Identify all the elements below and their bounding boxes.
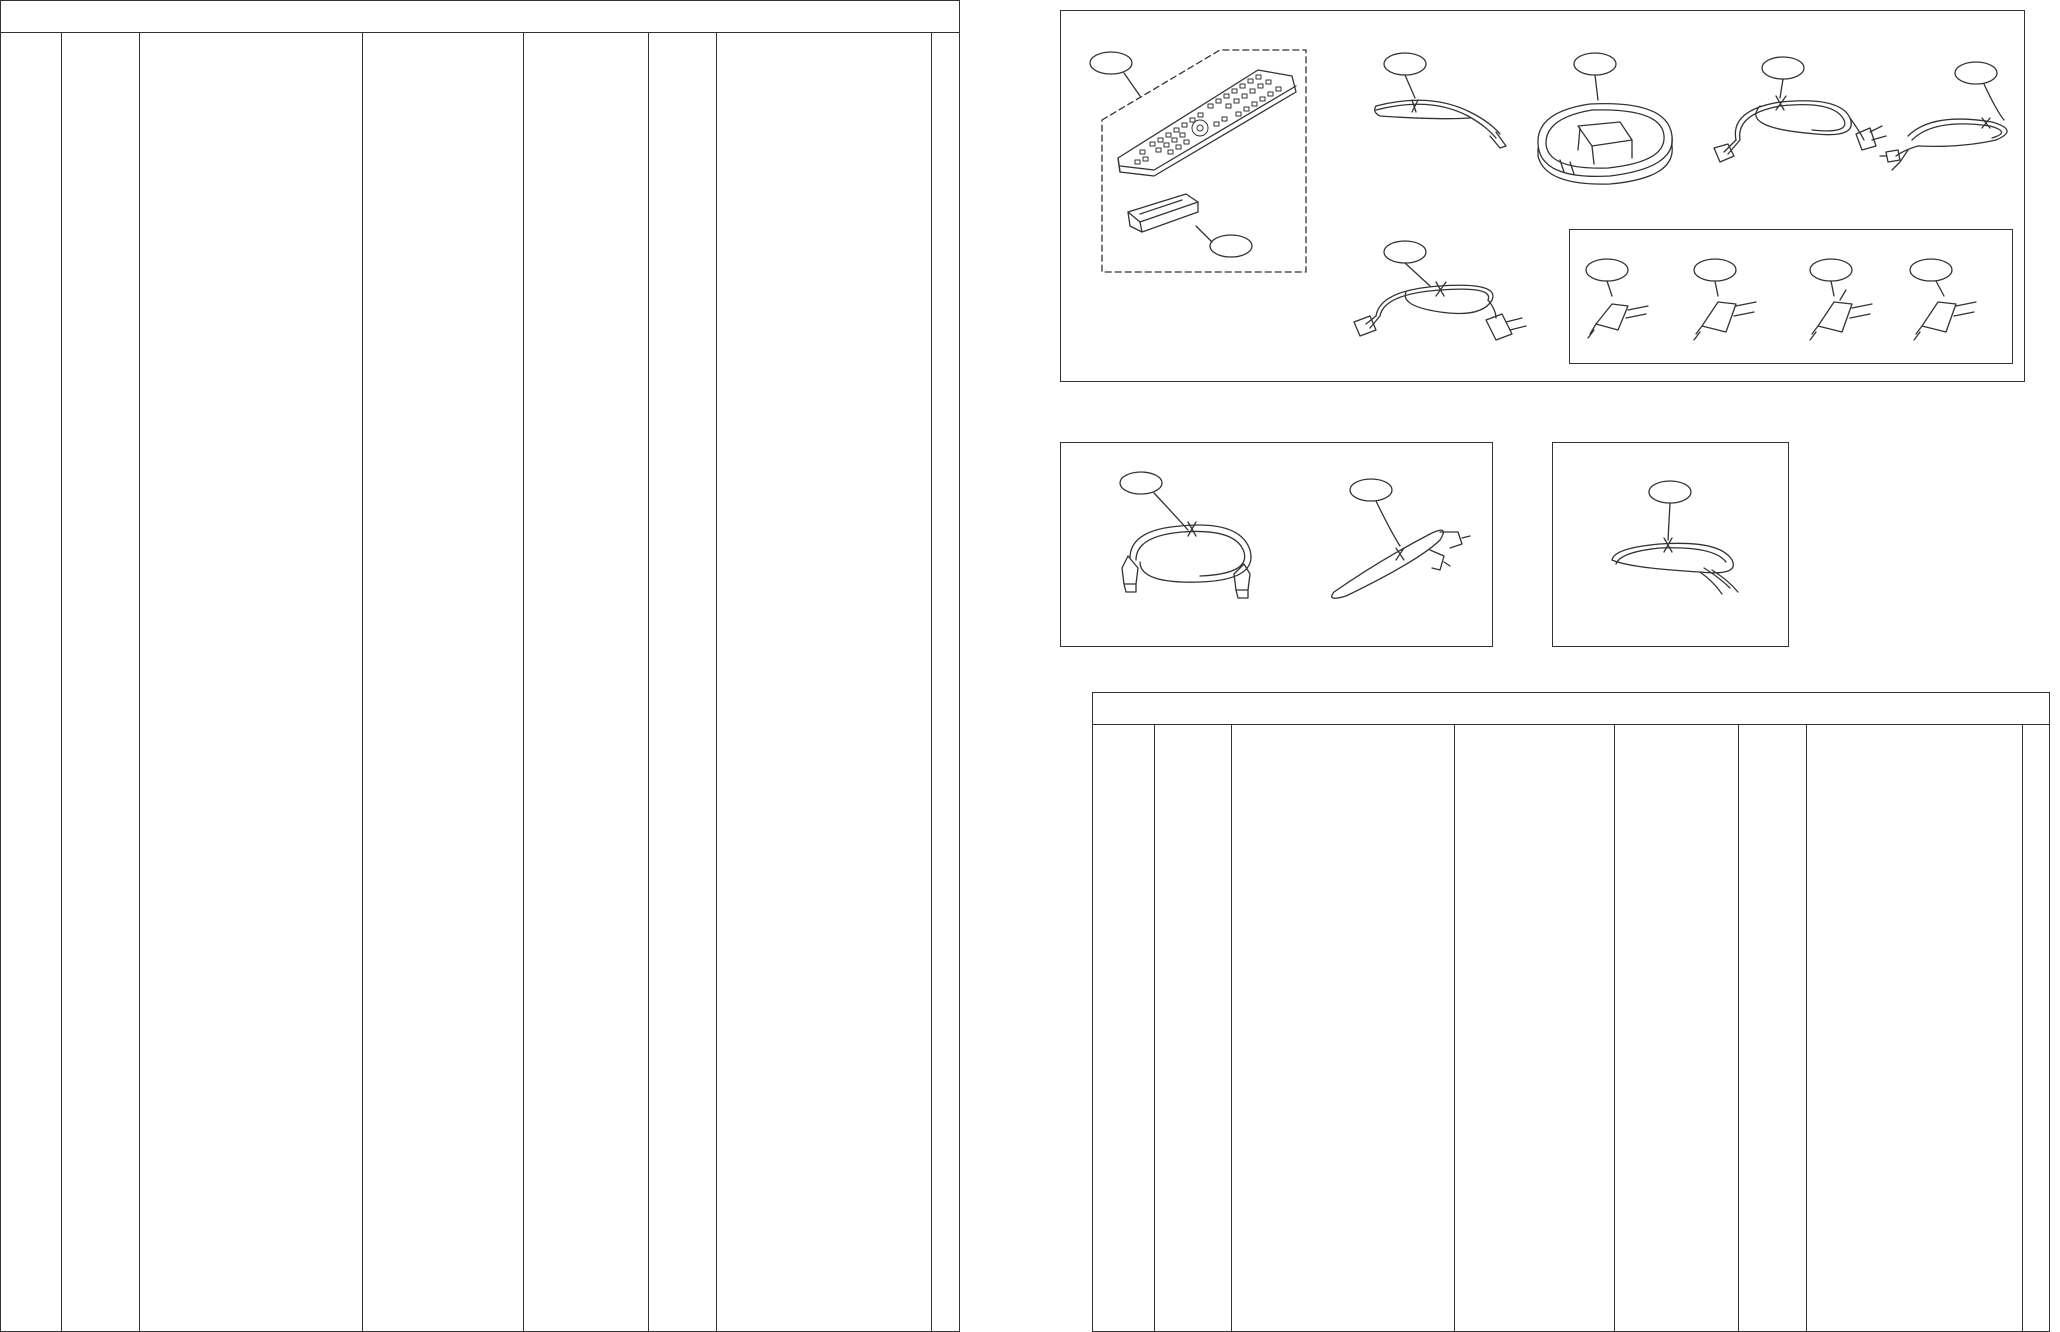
ac-power-cord-eu-illustration: [1354, 241, 1526, 340]
am-loop-antenna-illustration: [1538, 53, 1672, 184]
callout-bubble: [1586, 259, 1628, 281]
system-control-cable-illustration: [1120, 472, 1251, 598]
callout-bubble: [1384, 241, 1426, 263]
callout-bubble: [1120, 472, 1162, 494]
callout-bubble: [1210, 235, 1252, 257]
plug-adapter-illustrations: [1586, 259, 1976, 340]
callout-bubble: [1649, 481, 1691, 503]
audio-cable-illustration: [1880, 62, 2007, 170]
callout-bubble: [1694, 259, 1736, 281]
callout-bubble: [1910, 259, 1952, 281]
callout-bubble: [1090, 52, 1132, 74]
callout-bubble: [1350, 479, 1392, 501]
battery-cover-illustration: [1128, 194, 1198, 232]
callout-bubble: [1574, 53, 1616, 75]
fm-antenna-illustration: [1375, 53, 1506, 148]
callout-bubble: [1384, 53, 1426, 75]
callout-bubble: [1810, 259, 1852, 281]
remote-control-illustration: [1090, 50, 1306, 272]
callout-bubble: [1955, 62, 1997, 84]
speaker-cable-illustration: [1612, 481, 1738, 594]
callout-bubble: [1762, 57, 1804, 79]
ac-power-cord-illustration: [1714, 57, 1886, 162]
pin-cord-illustration: [1332, 479, 1470, 598]
